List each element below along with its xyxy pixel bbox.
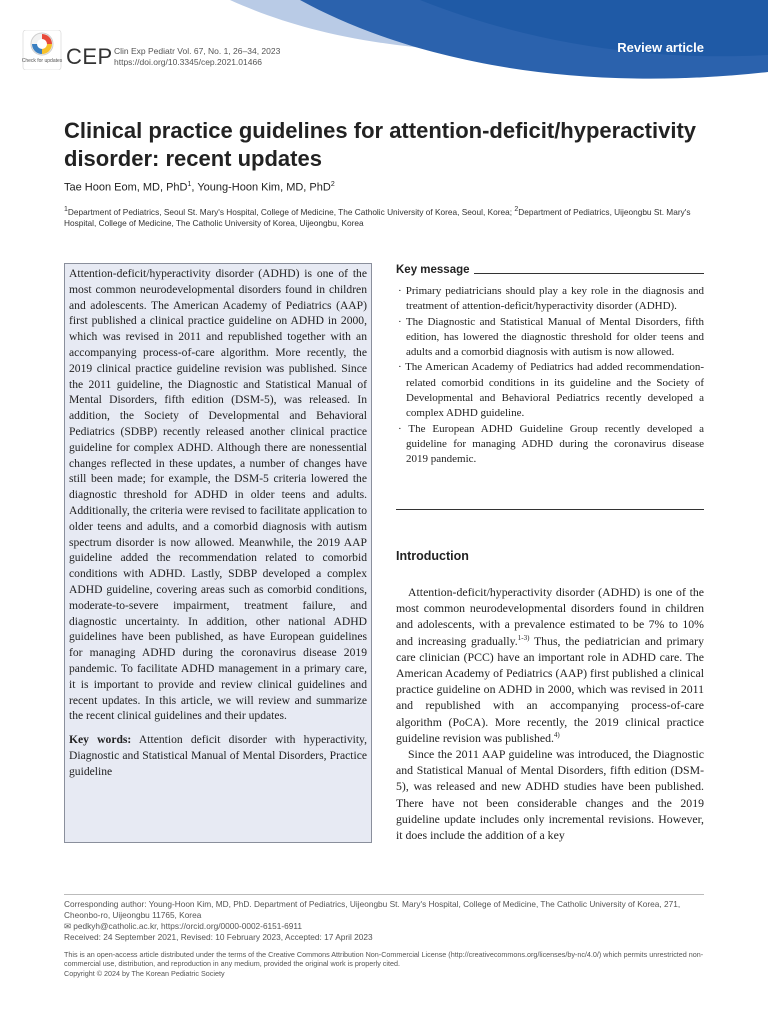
affiliation-1-mark: 1 — [64, 206, 68, 213]
introduction-paragraph-1 — [396, 584, 704, 746]
affiliation-2-mark: 2 — [514, 206, 519, 213]
journal-logo: CEP — [66, 44, 113, 69]
author-separator: , — [191, 181, 198, 194]
article-dates: Received: 24 September 2021, Revised: 10 February 2023, Accepted: 17 April 2023 — [64, 932, 373, 942]
intro-reference-1-3[interactable]: 1-3) — [517, 633, 530, 642]
citation-info — [114, 46, 280, 68]
abstract-box — [64, 263, 372, 843]
intro-reference-4[interactable]: 4) — [553, 730, 560, 739]
article-type-label: Review article — [617, 40, 704, 55]
author-list — [64, 181, 335, 194]
check-for-updates-label: Check for updates — [21, 58, 63, 64]
introduction-paragraph-2: Since the 2011 AAP guideline was introduced, the Diagnostic and Statistical Manual of Mental Disorders, fifth edition (DSM-5), was released and new ADHD studies have been published. There have not been considerable changes and the 2019 guideline update includes only incremental revisions. However, it does include the addition of a key — [396, 747, 704, 843]
article-title: Clinical practice guidelines for attention-deficit/hyperactivity disorder: recent updates — [64, 118, 697, 171]
key-message-heading: Key message — [396, 264, 470, 276]
affiliation-2-text: Department of Pediatrics, Uijeongbu St. Mary's Hospital, College of Medicine, The Catholic University of Korea, Uijeongbu, Korea — [64, 206, 691, 228]
keywords-label: Key words: — [69, 733, 132, 747]
contact-line — [64, 921, 708, 932]
citation-volume: Clin Exp Pediatr Vol. 67, No. 1, 26–34, 2023 — [114, 46, 281, 56]
license-text: This is an open-access article distributed under the terms of the Creative Commons Attribution Non-Commercial License (http://creativecommons.org/licenses/by-nc/4.0/) which permits unrestricted non-commercial use, distribution, and reproduction in any medium, provided the original work is properly cited. — [64, 950, 704, 969]
author-1-name: Tae Hoon Eom, MD, PhD — [64, 181, 188, 194]
key-message-item: · Primary pediatricians should play a key role in the diagnosis and treatment of attention-deficit/hyperactivity disorder (ADHD). — [398, 285, 704, 313]
abstract-text: Attention-deficit/hyperactivity disorder (ADHD) is one of the most common neurodevelopmental disorders found in children and adolescents. The American Academy of Pediatrics (AAP) first published a clinical practice guideline on ADHD in 2000, which was revised in 2011 and republished together with an accompanying process-of-care algorithm. More recently, the 2019 clinical practice guideline revision was published. Since the 2011 guideline, the Diagnostic and Statistical Manual of Mental Disorders, fifth edition (DSM-5), was released. In addition, the Society of Developmental and Behavioral Pediatrics (SDBP) recently released another clinical practice guideline for complex ADHD. Although there are nonessential changes reflected in these updates, a number of changes have still been made; for example, the DSM-5 criteria lowered the diagnostic threshold for ADHD in older teens and adults. Additionally, the criteria were revised to facilitate application to older teens and adults, and a comorbid diagnosis with autism spectrum disorder is now allowed. Meanwhile, the 2019 AAP guideline added the recommendation related to comorbid conditions with ADHD. Lastly, SDBP developed a complex ADHD guideline, covering areas such as comorbid conditions, moderate-to-severe impairment, treatment failure, and diagnostic uncertainty. In addition, other national ADHD guidelines have been published, as have European guidelines for managing ADHD during the coronavirus disease 2019 pandemic. To facilitate ADHD management in a primary care, it is important to provide and review clinical guidelines and recent updates. In this article, we will review and summarize the recent clinical guidelines and their updates. — [69, 267, 367, 723]
mail-icon: ✉ — [64, 921, 71, 931]
affiliations — [64, 204, 708, 229]
corresponding-author: Corresponding author: Young-Hoon Kim, MD, PhD. Department of Pediatrics, Uijeongbu St. Mary's Hospital, College of Medicine, The Catholic University of Korea, 271, Cheonbo-ro, Uijeongbu 11765, Korea — [64, 899, 681, 920]
intro-p1-text-b: Thus, the pediatrician and primary care clinician (PCC) have an important role in ADHD care. The American Academy of Pediatrics (AAP) first published a clinical practice guideline on ADHD in 2000, which was revised in 2011 and republished with an accompanying process-of-care algorithm (PoCA). More recently, the 2019 clinical practice guideline revision was published. — [396, 633, 704, 745]
citation-doi-link[interactable]: https://doi.org/10.3345/cep.2021.01466 — [114, 57, 262, 67]
copyright-text: Copyright © 2024 by The Korean Pediatric Society — [64, 968, 225, 978]
author-2-affiliation-mark: 2 — [330, 181, 335, 188]
introduction-heading: Introduction — [396, 549, 469, 563]
affiliation-1-text: Department of Pediatrics, Seoul St. Mary's Hospital, College of Medicine, The Catholic University of Korea, Seoul, Korea; — [67, 206, 515, 217]
key-message-item: · The American Academy of Pediatrics had added recommendation-related comorbid conditions in its guideline and the Society of Developmental and Behavioral Pediatrics recently developed a complex ADHD guideline. — [398, 361, 704, 420]
keywords — [69, 732, 367, 779]
footer-rule — [64, 894, 704, 895]
key-message-bottom-rule — [396, 509, 704, 510]
key-message-heading-rule — [474, 273, 704, 274]
contact-email-orcid[interactable]: pedkyh@catholic.ac.kr, https://orcid.org/0000-0002-6151-6911 — [73, 921, 303, 931]
license-info — [64, 950, 708, 978]
author-1-affiliation-mark: 1 — [187, 181, 192, 188]
introduction-body — [396, 584, 704, 843]
key-message-list — [396, 284, 704, 468]
key-message-item: · The European ADHD Guideline Group recently developed a guideline for managing ADHD during the coronavirus disease 2019 pandemic. — [398, 422, 704, 466]
keywords-text: Attention deficit disorder with hyperactivity, Diagnostic and Statistical Manual of Mental Disorders, Practice guideline — [69, 733, 367, 778]
footer-info — [64, 899, 708, 943]
author-2-name: Young-Hoon Kim, MD, PhD — [197, 181, 331, 194]
intro-p1-text-a: Attention-deficit/hyperactivity disorder (ADHD) is one of the most common neurodevelopmental disorders found in children and adolescents, with a prevalence estimated to be 7% to 10% and increasing gradually. — [396, 585, 704, 648]
key-message-item: · The Diagnostic and Statistical Manual of Mental Disorders, fifth edition, has lowered the diagnostic threshold for older teens and adults and a comorbid diagnosis with autism is now allowed. — [398, 315, 704, 359]
